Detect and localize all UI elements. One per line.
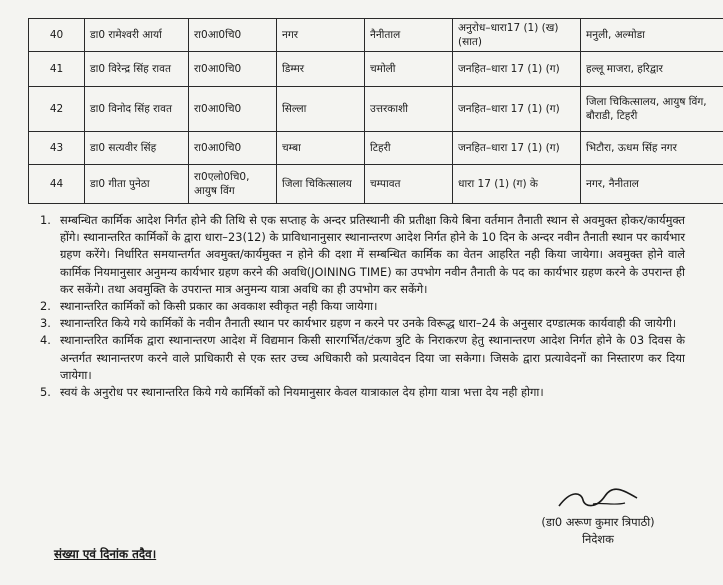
table-cell-district: नैनीताल [365,19,453,52]
note-item [40,384,685,401]
table-cell-place: सिल्ला [277,87,365,132]
signatory-designation: निदेशक [582,532,614,546]
table-cell-basis: जनहित–धारा 17 (1) (ग) [453,132,581,165]
note-number: 5. [40,385,51,400]
table-cell-district: चमोली [365,52,453,87]
table-cell-basis: जनहित–धारा 17 (1) (ग) [453,52,581,87]
table-cell-hospital: रा0एलो0चि0, आयुष विंग [189,165,277,204]
instruction-notes [40,212,685,401]
table-cell-basis: जनहित–धारा 17 (1) (ग) [453,87,581,132]
table-cell-district: चम्पावत [365,165,453,204]
note-number: 2. [40,299,51,314]
table-row [29,165,723,204]
table-cell-new-posting: नगर, नैनीताल [581,165,723,204]
table-cell-name: डा0 रामेश्वरी आर्या [85,19,189,52]
table-cell-hospital: रा0आ0चि0 [189,132,277,165]
table-cell-hospital: रा0आ0चि0 [189,19,277,52]
table-row [29,87,723,132]
table-row [29,19,723,52]
note-text: स्वयं के अनुरोध पर स्थानान्तरित किये गये कार्मिकों को नियमानुसार केवल यात्राकाल देय होगा यात्रा भत्ता देय नही होगा। [60,385,544,400]
note-text: स्थानान्तरित कार्मिक द्वारा स्थानान्तरण आदेश में विद्यमान किसी सारगर्भित/टंकण त्रुटि के निराकरण हेतु स्थानान्तरण आदेश निर्गत होने के 03 दिवस के अन्तर्गत स्थानान्तरण करने वाले प्राधिकारी से एक स्तर उच्च अधिकारी को प्रत्यावेदन दिया जा सकेगा। जिसके द्वारा प्रत्यावेदनों का निस्तारण कर दिया जायेगा। [60,333,685,382]
table-cell-hospital: रा0आ0चि0 [189,87,277,132]
note-item [40,332,685,384]
footer-reference: संख्या एवं दिनांक तदैव। [54,547,157,561]
signature-scribble-icon [553,486,643,512]
signature-block [503,486,693,548]
table-cell-sn: 42 [29,87,85,132]
table-row [29,132,723,165]
table-cell-place: डिम्मर [277,52,365,87]
table-cell-district: उत्तरकाशी [365,87,453,132]
table-cell-name: डा0 विनोद सिंह रावत [85,87,189,132]
table-cell-place: नगर [277,19,365,52]
note-number: 4. [40,333,51,348]
table-cell-sn: 40 [29,19,85,52]
table-cell-district: टिहरी [365,132,453,165]
table-cell-new-posting: जिला चिकित्सालय, आयुष विंग, बौराडी, टिहरी [581,87,723,132]
table-cell-new-posting: हल्लू माजरा, हरिद्वार [581,52,723,87]
table-cell-place: चम्बा [277,132,365,165]
table-cell-sn: 41 [29,52,85,87]
note-number: 1. [40,213,51,227]
table-cell-hospital: रा0आ0चि0 [189,52,277,87]
note-item [40,298,685,315]
table-cell-place: जिला चिकित्सालय [277,165,365,204]
signatory-name: (डा0 अरूण कुमार त्रिपाठी) [541,515,655,529]
table-cell-name: डा0 गीता पुनेठा [85,165,189,204]
note-text: सम्बन्धित कार्मिक आदेश निर्गत होने की तिथि से एक सप्ताह के अन्दर प्रतिस्थानी की प्रतीक्षा किये बिना वर्तमान तैनाती स्थान से अवमुक्त होकर/कार्यमुक्त होंगे। स्थानान्तरित कार्मिकों के द्वारा धारा–23(12) के प्राविधानानुसार स्थानान्तरण आदेश निर्गत होने के 10 दिन के अन्दर नवीन तैनाती स्थान पर कार्यभार ग्रहण करेंगे। निर्धारित समयान्तर्गत अवमुक्त/कार्यमुक्त न होने की दशा में सम्बन्धित कार्मिक का वेतन आहरित नही किया जायेगा। अवमुक्त होने वाले कार्मिक नियमानुसार अनुमन्य कार्यभार ग्रहण करने की अवधि(JOINING TIME) का उपभोग नवीन तैनाती के पद का कार्यभार ग्रहण करने के उपरान्त ही कर सकेंगे। तथा अवमुक्ति के उपरान्त मात्र अनुमन्य यात्रा अवधि का ही उपभोग कर सकेंगे। [60,213,685,296]
note-text: स्थानान्तरित कार्मिकों को किसी प्रकार का अवकाश स्वीकृत नही किया जायेगा। [60,299,378,314]
note-item [40,315,685,332]
table-cell-new-posting: भिटौरा, ऊधम सिंह नगर [581,132,723,165]
note-number: 3. [40,316,51,331]
transfer-table [28,18,723,204]
table-cell-sn: 44 [29,165,85,204]
table-cell-sn: 43 [29,132,85,165]
note-text: स्थानान्तरित किये गये कार्मिकों के नवीन तैनाती स्थान पर कार्यभार ग्रहण न करने पर उनके विरूद्ध धारा–24 के अनुसार दण्डात्मक कार्यवाही की जायेगी। [60,316,677,331]
table-cell-name: डा0 विरेन्द्र सिंह रावत [85,52,189,87]
table-cell-name: डा0 सत्यवीर सिंह [85,132,189,165]
table-cell-new-posting: मनुली, अल्मोडा [581,19,723,52]
table-cell-basis: धारा 17 (1) (ग) के [453,165,581,204]
table-cell-basis: अनुरोध–धारा17 (1) (ख) (सात) [453,19,581,52]
note-item [40,212,685,298]
table-row [29,52,723,87]
